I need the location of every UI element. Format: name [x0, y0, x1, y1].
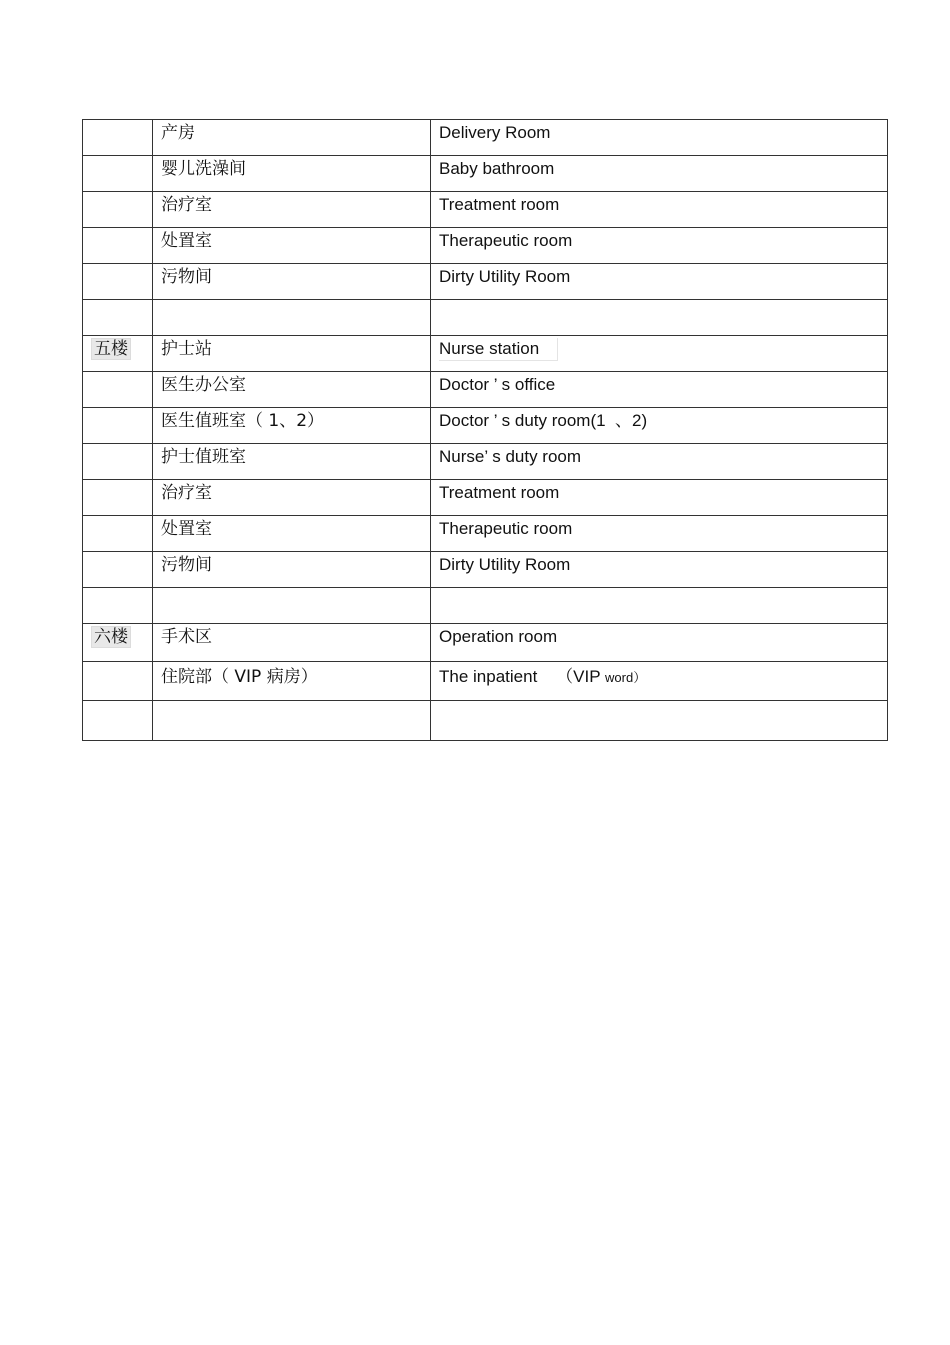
chinese-name: 手术区	[161, 627, 212, 647]
english-name-cell	[431, 336, 888, 372]
table-row	[83, 120, 888, 156]
floor-cell	[83, 701, 153, 741]
english-name: Nurse’ s duty room	[439, 447, 582, 466]
chinese-name: 护士站	[161, 339, 212, 359]
table-row	[83, 552, 888, 588]
english-name-suffix: word）	[605, 670, 647, 685]
table-row-empty	[83, 588, 888, 624]
table-row	[83, 408, 888, 444]
table-row	[83, 336, 888, 372]
english-name-cell	[431, 156, 888, 192]
english-name-cell	[431, 662, 888, 701]
chinese-name: 治疗室	[161, 483, 212, 503]
english-name-cell	[431, 516, 888, 552]
floor-label-5f: 五楼	[91, 338, 131, 360]
english-name-cell	[431, 701, 888, 741]
chinese-name: 污物间	[161, 555, 212, 575]
chinese-name-cell	[153, 516, 431, 552]
chinese-name: 婴儿洗澡间	[161, 159, 246, 179]
table-row-empty	[83, 701, 888, 741]
english-name-cell	[431, 408, 888, 444]
table-row	[83, 372, 888, 408]
table-row	[83, 156, 888, 192]
english-name-cell	[431, 444, 888, 480]
table-row	[83, 228, 888, 264]
english-name-cell	[431, 264, 888, 300]
floor-cell	[83, 516, 153, 552]
floor-cell	[83, 552, 153, 588]
english-name-cell	[431, 588, 888, 624]
chinese-name: 医生办公室	[161, 375, 246, 395]
chinese-name-cell	[153, 588, 431, 624]
room-translation-table	[82, 119, 888, 741]
english-name: Treatment room	[439, 483, 560, 502]
chinese-name: 治疗室	[161, 195, 212, 215]
chinese-name-cell	[153, 156, 431, 192]
english-name: Baby bathroom	[439, 159, 555, 178]
floor-cell	[83, 264, 153, 300]
table-row	[83, 624, 888, 662]
floor-cell	[83, 480, 153, 516]
english-name: Dirty Utility Room	[439, 267, 571, 286]
english-name-cell	[431, 372, 888, 408]
chinese-name-cell	[153, 624, 431, 662]
chinese-name: 护士值班室	[161, 447, 246, 467]
english-name-cell	[431, 480, 888, 516]
english-name-cell	[431, 624, 888, 662]
chinese-name-cell	[153, 408, 431, 444]
table-row	[83, 192, 888, 228]
floor-cell	[83, 300, 153, 336]
chinese-name-cell	[153, 552, 431, 588]
chinese-name-cell	[153, 701, 431, 741]
floor-cell	[83, 588, 153, 624]
table-row	[83, 264, 888, 300]
chinese-name: 医生值班室（ 1、2）	[161, 411, 325, 431]
floor-label-6f: 六楼	[91, 626, 131, 648]
floor-cell	[83, 192, 153, 228]
table-row	[83, 516, 888, 552]
floor-cell	[83, 624, 153, 662]
english-name: Delivery Room	[439, 123, 551, 142]
english-name: Nurse station	[439, 338, 558, 361]
table-row-empty	[83, 300, 888, 336]
chinese-name-cell	[153, 192, 431, 228]
chinese-name: 产房	[161, 123, 195, 143]
english-name-cell	[431, 192, 888, 228]
floor-cell	[83, 120, 153, 156]
english-name: Therapeutic room	[439, 231, 573, 250]
floor-cell	[83, 156, 153, 192]
english-name: Doctor ’ s duty room(1 、2)	[439, 411, 648, 430]
chinese-name: 处置室	[161, 519, 212, 539]
table-row	[83, 662, 888, 701]
table-row	[83, 480, 888, 516]
chinese-name-cell	[153, 336, 431, 372]
chinese-name-cell	[153, 444, 431, 480]
english-name: Operation room	[439, 627, 558, 646]
english-name: Therapeutic room	[439, 519, 573, 538]
chinese-name-cell	[153, 264, 431, 300]
chinese-name-cell	[153, 120, 431, 156]
english-name-cell	[431, 300, 888, 336]
floor-cell	[83, 228, 153, 264]
english-name-cell	[431, 228, 888, 264]
table-row	[83, 444, 888, 480]
english-name: Treatment room	[439, 195, 560, 214]
english-name-cell	[431, 120, 888, 156]
floor-cell	[83, 444, 153, 480]
english-name: The inpatient （VIP	[439, 667, 601, 686]
chinese-name-cell	[153, 480, 431, 516]
chinese-name-cell	[153, 372, 431, 408]
chinese-name: 污物间	[161, 267, 212, 287]
floor-cell	[83, 372, 153, 408]
chinese-name: 住院部（ VIP 病房）	[161, 667, 318, 687]
floor-cell	[83, 336, 153, 372]
chinese-name-cell	[153, 300, 431, 336]
chinese-name-cell	[153, 228, 431, 264]
chinese-name-cell	[153, 662, 431, 701]
english-name: Doctor ’ s office	[439, 375, 556, 394]
floor-cell	[83, 662, 153, 701]
floor-cell	[83, 408, 153, 444]
chinese-name: 处置室	[161, 231, 212, 251]
english-name-cell	[431, 552, 888, 588]
english-name: Dirty Utility Room	[439, 555, 571, 574]
